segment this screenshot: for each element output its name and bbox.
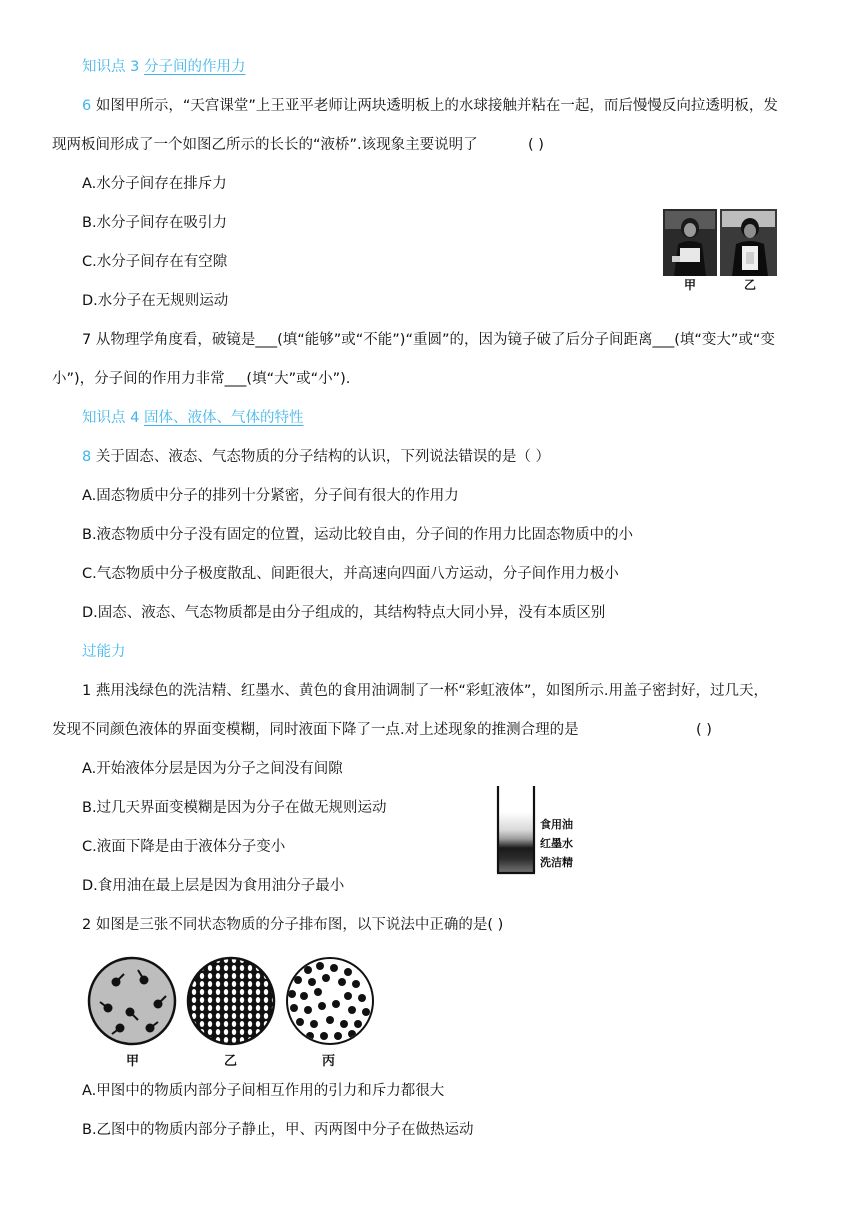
beaker-label-detergent: 洗洁精 <box>540 856 573 869</box>
q6-figure <box>662 208 778 290</box>
p1-answer-blank: ( ) <box>696 722 712 738</box>
p2-option-b: B.乙图中的物质内部分子静止，甲、丙两图中分子在做热运动 <box>82 1122 474 1138</box>
q6-stem-line2 <box>52 135 478 155</box>
q8-stem <box>82 447 550 467</box>
molecule-label-jia: 甲 <box>126 1054 140 1069</box>
q6-answer-blank: ( ) <box>528 137 544 153</box>
q6-number: 6 <box>82 98 92 114</box>
p1-option-c: C.液面下降是由于液体分子变小 <box>82 839 286 855</box>
section-heading-ability: 过能力 <box>82 644 126 660</box>
q6-text-line1: 如图甲所示，“天宫课堂”上王亚平老师让两块透明板上的水球接触并粘在一起，而后慢慢反向拉透明板，发 <box>95 98 778 114</box>
p2-stem: 2 如图是三张不同状态物质的分子排布图，以下说法中正确的是( ) <box>82 917 504 933</box>
section-prefix: 知识点 3 <box>82 59 144 75</box>
q8-number: 8 <box>82 449 92 465</box>
q6-option-b: B.水分子间存在吸引力 <box>82 215 228 231</box>
section-title: 分子间的作用力 <box>143 59 246 75</box>
q6-stem-line1 <box>82 96 778 116</box>
q6-option-d: D.水分子在无规则运动 <box>82 293 229 309</box>
p2-option-a: A.甲图中的物质内部分子间相互作用的引力和斥力都很大 <box>82 1083 445 1099</box>
p1-beaker-figure <box>494 784 584 876</box>
q6-option-a: A.水分子间存在排斥力 <box>82 176 227 192</box>
beaker-label-oil: 食用油 <box>540 818 573 831</box>
p1-option-d: D.食用油在最上层是因为食用油分子最小 <box>82 878 345 894</box>
q8-option-b: B.液态物质中分子没有固定的位置，运动比较自由，分子间的作用力比固态物质中的小 <box>82 527 634 543</box>
q7-stem-line2: 小”)，分子间的作用力非常___(填“大”或“小”). <box>52 371 351 387</box>
q6-photos-image <box>662 208 778 278</box>
section-heading-3 <box>82 57 245 77</box>
section-title: 固体、液体、气体的特性 <box>143 410 304 426</box>
q8-option-d: D.固态、液态、气态物质都是由分子组成的，其结构特点大同小异，没有本质区别 <box>82 605 606 621</box>
p2-molecule-figure <box>86 956 376 1068</box>
beaker-image <box>494 784 538 876</box>
molecule-diagrams-image <box>86 956 376 1048</box>
p1-stem-line1: 1 燕用浅绿色的洗洁精、红墨水、黄色的食用油调制了一杯“彩虹液体”，如图所示.用盖子密封好，过几天， <box>82 683 768 699</box>
q6-option-c: C.水分子间存在有空隙 <box>82 254 228 270</box>
molecule-label-bing: 丙 <box>322 1054 336 1069</box>
q6-figure-label-jia: 甲 <box>684 278 697 292</box>
q8-option-a: A.固态物质中分子的排列十分紧密，分子间有很大的作用力 <box>82 488 459 504</box>
p1-option-b: B.过几天界面变模糊是因为分子在做无规则运动 <box>82 800 387 816</box>
q7-stem-line1: 7 从物理学角度看，破镜是___(填“能够”或“不能”)“重圆”的，因为镜子破了后分子间距离___(填“变大”或“变 <box>82 332 775 348</box>
p1-option-a: A.开始液体分层是因为分子之间没有间隙 <box>82 761 343 777</box>
q6-figure-label-yi: 乙 <box>744 278 757 292</box>
section-heading-4 <box>82 408 303 428</box>
q8-option-c: C.气态物质中分子极度散乱、间距很大，并高速向四面八方运动，分子间作用力极小 <box>82 566 619 582</box>
section-prefix: 知识点 4 <box>82 410 144 426</box>
molecule-label-yi: 乙 <box>224 1054 238 1069</box>
beaker-label-ink: 红墨水 <box>540 837 573 850</box>
p1-stem-line2: 发现不同颜色液体的界面变模糊，同时液面下降了一点.对上述现象的推测合理的是 <box>52 722 579 738</box>
q6-text-line2: 现两板间形成了一个如图乙所示的长长的“液桥”.该现象主要说明了 <box>52 137 478 153</box>
q8-text: 关于固态、液态、气态物质的分子结构的认识，下列说法错误的是（ ） <box>91 449 550 465</box>
